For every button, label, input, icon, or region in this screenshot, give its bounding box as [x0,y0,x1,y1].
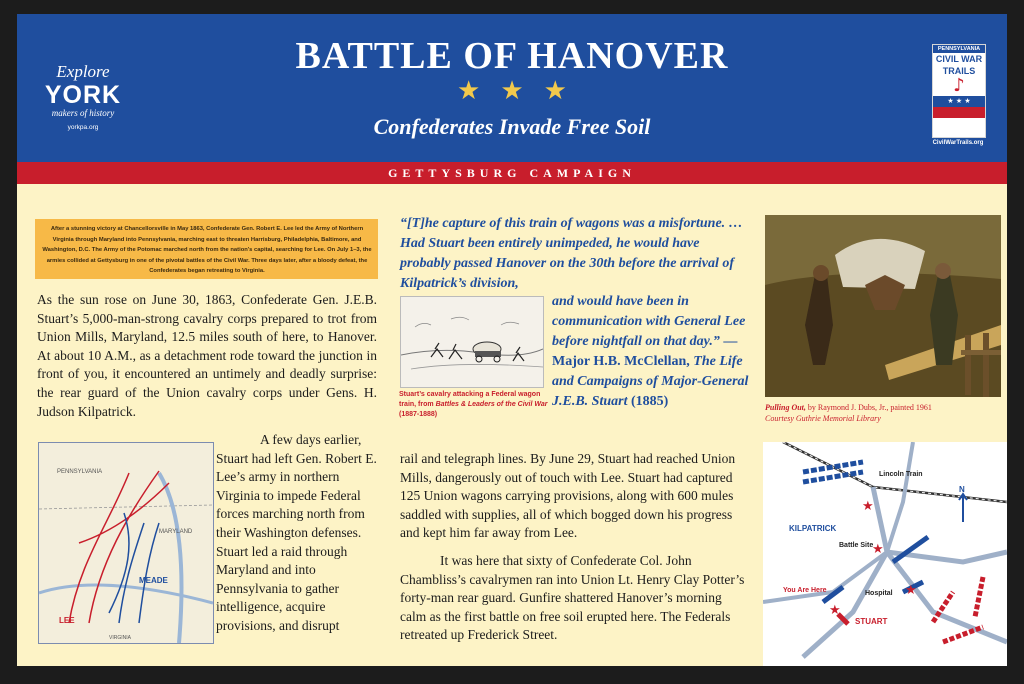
quote-attribution: —Major H.B. McClellan, [552,334,738,369]
page-subtitle: Confederates Invade Free Soil [373,114,651,139]
cwt-url: CivilWarTrails.org [932,140,984,146]
battle-map-svg [763,442,1007,666]
flag-icon: ★ ★ ★ [933,96,985,118]
quote-text: “[T]he capture of this train of wagons was a misfortune. … Had Stuart been entirely unimpeded, he would have probably passed Hanover on the 30th before the arrival of Kilpatrick’s division, [400,216,743,291]
painting-caption [765,402,1005,424]
label-lincoln-train: Lincoln Train [879,471,923,478]
star-icon: ★ [500,76,524,106]
title-stars [17,76,1007,109]
quote-book-title: The Life and Campaigns of Major-General J.E.B. Stuart [552,354,749,409]
york-label: YORK [44,81,122,109]
label-north: N [959,485,965,494]
campaign-map [38,442,214,644]
cwt-state-label: PENNSYLVANIA [933,45,985,53]
wagon-caption-years: (1887-1888) [399,411,438,418]
star-marker-icon: ★ [829,603,841,618]
painting-courtesy: Courtesy Guthrie Memorial Library [765,414,881,423]
wagon-caption-source: Battles & Leaders of the Civil War [435,401,548,408]
bugle-icon: ♪ [953,75,965,96]
body-paragraph-2: A few days earlier, Stuart had left Gen. Robert E. Lee’s army in northern Virginia to impede Federal forces marching north from their Washington defenses. Stuart led a raid through Maryland and into Pennsylvania to gather intelligence, acquire provisions, and disrupt [216,432,377,633]
map-label-meade: MEADE [139,576,168,585]
wayside-sign [17,14,1007,666]
painting-pulling-out [765,215,1001,397]
map-label-virginia: VIRGINIA [109,635,131,641]
star-icon: ★ [457,76,481,106]
york-tagline: makers of history [51,108,115,118]
cwt-name-line1: CIVIL WAR [935,54,983,64]
civil-war-trails-logo [932,44,986,138]
label-you-are-here: You Are Here [783,587,827,594]
body-paragraph-1: As the sun rose on June 30, 1863, Confederate Gen. J.E.B. Stuart’s 5,000-man-strong cavalry corps prepared to trot from Union Mills, Maryland, 12.5 miles south of here, to Hanover. At about 10 A.M., as a detachment rode toward the junction in front of you, it encountered an untimely and deadly surprise: the rear guard of the Union cavalry corps under Gens. H. Judson Kilpatrick. [37,292,377,419]
quote-continued [552,292,752,412]
map-label-maryland: MARYLAND [159,529,193,535]
star-marker-icon: ★ [905,583,917,598]
painting-credit: by Raymond J. Dubs, Jr., painted 1961 [807,403,932,412]
quote-text-cont: and would have been in communication with General Lee before nightfall on that day.” [552,294,746,349]
quote-year: (1885) [630,394,669,409]
star-icon: ★ [543,76,567,106]
body-paragraph-3: rail and telegraph lines. By June 29, Stuart had reached Union Mills, dangerously out of touch with Lee. Stuart had captured 125 Union wagons carrying provisions, along with 600 mules saddled with supplies, all of which bogged down his progress and kept him far away from Lee. [400,451,736,541]
campaign-map-svg [39,443,213,643]
label-stuart: STUART [855,617,888,626]
wagon-train-illustration [400,296,544,388]
label-kilpatrick: KILPATRICK [789,524,837,533]
campaign-label: GETTYSBURG CAMPAIGN [388,166,636,180]
explore-label: Explore [56,62,110,81]
star-marker-icon: ★ [862,499,874,514]
page-title: BATTLE OF HANOVER [295,35,729,77]
wagon-caption [399,390,549,420]
wagon-caption-text: Stuart’s cavalry attacking a Federal wagon train, from [399,391,541,408]
painting-title: Pulling Out, [765,403,806,412]
body-paragraph-4: It was here that sixty of Confederate Col. John Chambliss’s cavalrymen ran into Union Lt. Henry Clay Potter’s forty-man rear guard. Gunfire shattered Hanover’s morning calm as the first battle on free soil erupted here. The Federals retreated up Frederick Street. [400,553,745,643]
intro-text: After a stunning victory at Chancellorsville in May 1863, Confederate Gen. Robert E. Lee led the Army of Northern Virginia through Maryland into Pennsylvania, marching east to threaten Harrisburg, Philadelphia, Baltimore, and Washington, D.C. The Army of the Potomac marched north from the nation's capital, searching for Lee. On July 1–3, the armies collided at Gettysburg in one of the pivotal battles of the Civil War. Three days later, after a bloody defeat, the Confederates began retreating to Virginia. [42,226,372,274]
map-label-lee: LEE [59,616,75,625]
star-marker-icon: ★ [872,542,884,557]
map-label-pennsylvania: PENNSYLVANIA [57,469,103,475]
york-url: yorkpa.org [67,124,99,131]
cwt-name-line2: TRAILS [942,65,976,76]
label-hospital: Hospital [865,590,893,597]
battle-map [763,442,1007,666]
label-battle-site: Battle Site [839,542,874,549]
